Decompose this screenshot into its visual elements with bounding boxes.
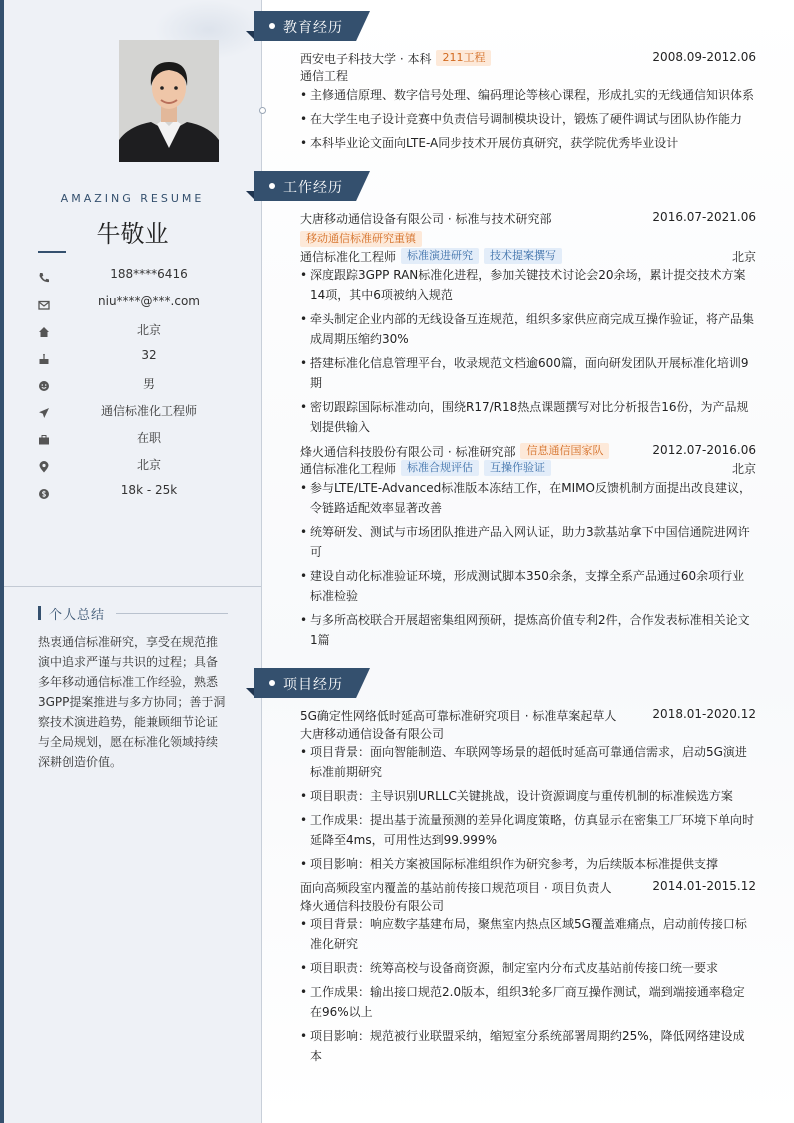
role-tag: 互操作验证: [484, 460, 551, 476]
project-name-row: [300, 879, 756, 897]
role-tag: 标准合规评估: [401, 460, 479, 476]
list-item: • 在大学生电子设计竞赛中负责信号调制模块设计，锻炼了硬件调试与团队协作能力: [300, 109, 756, 129]
info-location: [38, 455, 240, 475]
role-tag: 技术提案撰写: [484, 248, 562, 264]
salary-icon: [38, 485, 50, 497]
project-bullets: [300, 742, 756, 878]
education-school-row: [300, 50, 756, 68]
name-underline: [38, 251, 66, 253]
section-title: 项目经历: [283, 677, 343, 693]
company-tag: 信息通信国家队: [520, 443, 609, 459]
summary-heading: [38, 604, 228, 622]
home-value: 北京: [136, 323, 161, 337]
project-org-row: [300, 897, 756, 915]
company-name: 大唐移动通信设备有限公司 · 标准与技术研究部: [300, 212, 552, 226]
section-projects-header: [254, 668, 374, 698]
briefcase-icon: [38, 431, 50, 443]
list-item: • 牵头制定企业内部的无线设备互连规范，组织多家供应商完成互操作验证，将产品集成周期压缩约30%: [300, 309, 756, 349]
location-value: 北京: [136, 458, 161, 472]
face-icon: [38, 377, 50, 389]
job-role-row: [300, 460, 756, 478]
gender-value: 男: [142, 377, 155, 391]
job-city: 北京: [731, 250, 756, 264]
list-item: • 本科毕业论文面向LTE-A同步技术开展仿真研究，获学院优秀毕业设计: [300, 133, 756, 153]
location-pin-icon: [38, 458, 50, 470]
school-name: 西安电子科技大学 · 本科: [300, 52, 432, 66]
section-work-header: [254, 171, 374, 201]
list-item: • 项目背景：面向智能制造、车联网等场景的超低时延高可靠通信需求，启动5G演进标准前期研究: [300, 742, 756, 782]
project-name-row: [300, 707, 756, 725]
project-period: 2014.01-2015.12: [652, 879, 756, 893]
list-item: • 项目影响：相关方案被国际标准组织作为研究参考，为后续版本标准提供支撑: [300, 854, 756, 874]
section-title: 教育经历: [283, 20, 343, 36]
list-item: • 参与LTE/LTE-Advanced标准版本冻结工作，在MIMO反馈机制方面提出改良建议，令链路适配效率显著改善: [300, 478, 756, 518]
education-major-row: [300, 67, 756, 85]
age-value: 32: [141, 348, 157, 362]
info-gender: [38, 374, 240, 394]
list-item: • 项目背景：响应数字基建布局，聚焦室内热点区域5G覆盖难痛点，启动前传接口标准化研究: [300, 914, 756, 954]
job-period: 2012.07-2016.06: [652, 443, 756, 457]
project-name: 面向高频段室内覆盖的基站前传接口规范项目 · 项目负责人: [300, 881, 612, 895]
project-bullets: [300, 914, 756, 1070]
phone-icon: [38, 269, 50, 281]
info-phone: [38, 266, 240, 286]
school-tag: 211工程: [436, 50, 491, 66]
role-tag: 标准演进研究: [401, 248, 479, 264]
project-org: 烽火通信科技股份有限公司: [300, 899, 445, 913]
timeline-marker: [259, 107, 266, 114]
project-period: 2018.01-2020.12: [652, 707, 756, 721]
email-value: niu****@***.com: [98, 294, 200, 308]
info-email: [38, 293, 240, 313]
send-icon: [38, 404, 50, 416]
section-title: 工作经历: [283, 180, 343, 196]
sidebar: [4, 0, 262, 1123]
list-item: • 建设自动化标准验证环境，形成测试脚本350余条，支撑全系产品通过60余项行业标准检验: [300, 566, 756, 606]
summary-title-text: 个人总结: [49, 608, 106, 623]
job-role: 通信标准化工程师: [300, 250, 397, 264]
job-city: 北京: [731, 462, 756, 476]
education-period: 2008.09-2012.06: [652, 50, 756, 64]
list-item: • 项目影响：规范被行业联盟采纳，缩短室分系统部署周期约25%，降低网络建设成本: [300, 1026, 756, 1066]
profile-photo: [119, 40, 219, 162]
list-item: • 主修通信原理、数字信号处理、编码理论等核心课程，形成扎实的无线通信知识体系: [300, 85, 756, 105]
mail-icon: [38, 296, 50, 308]
section-education-header: [254, 11, 374, 41]
list-item: • 与多所高校联合开展超密集组网预研，提炼高价值专利2件，合作发表标准相关论文1篇: [300, 610, 756, 650]
project-name: 5G确定性网络低时延高可靠标准研究项目 · 标准草案起草人: [300, 709, 617, 723]
resume-tagline: AMAZING RESUME: [60, 192, 205, 205]
info-status: [38, 428, 240, 448]
list-item: • 深度跟踪3GPP RAN标准化进程，参加关键技术讨论会20余场，累计提交技术方案14项，其中6项被纳入规范: [300, 265, 756, 305]
job-role-row: [300, 248, 756, 266]
candidate-name: 牛敬业: [96, 220, 169, 248]
job-company-row: [300, 210, 756, 228]
sidebar-divider: [4, 586, 261, 587]
home-icon: [38, 323, 50, 335]
project-org: 大唐移动通信设备有限公司: [300, 727, 445, 741]
list-item: • 项目职责：主导识别URLLC关键挑战，设计资源调度与重传机制的标准候选方案: [300, 786, 756, 806]
company-name: 烽火通信科技股份有限公司 · 标准研究部: [300, 445, 516, 459]
list-item: • 项目职责：统筹高校与设备商资源，制定室内分布式皮基站前传接口统一要求: [300, 958, 756, 978]
job-company-row: [300, 443, 756, 461]
job-bullets: [300, 265, 756, 441]
job-role: 通信标准化工程师: [300, 462, 397, 476]
list-item: • 工作成果：输出接口规范2.0版本，组织3轮多厂商互操作测试，端到端接通率稳定在96%以上: [300, 982, 756, 1022]
info-position: [38, 401, 240, 421]
salary-value: 18k - 25k: [120, 483, 178, 497]
project-org-row: [300, 725, 756, 743]
info-salary: [38, 482, 240, 502]
job-company-tag-row: [300, 231, 756, 249]
info-age: [38, 347, 240, 367]
company-tag: 移动通信标准研究重镇: [300, 231, 422, 247]
list-item: • 工作成果：提出基于流量预测的差异化调度策略，仿真显示在密集工厂环境下单向时延降至4ms，可用性达到99.999%: [300, 810, 756, 850]
list-item: • 统筹研发、测试与市场团队推进产品入网认证，助力3款基站拿下中国信通院进网许可: [300, 522, 756, 562]
education-bullets: [300, 85, 756, 157]
summary-text: 热衷通信标准研究，享受在规范推演中追求严谨与共识的过程；具备多年移动通信标准工作经验，熟悉3GPP提案推进与多方协同；善于洞察技术演进趋势，能兼顾细节论证与全局规划，愿在标准化领域持续深耕创造价值。: [38, 635, 226, 769]
status-value: 在职: [136, 431, 161, 445]
list-item: • 密切跟踪国际标准动向，围绕R17/R18热点课题撰写对比分析报告16份，为产品规划提供输入: [300, 397, 756, 437]
cake-icon: [38, 350, 50, 362]
phone-value: 188****6416: [110, 267, 188, 281]
list-item: • 搭建标准化信息管理平台，收录规范文档逾600篇，面向研发团队开展标准化培训9期: [300, 353, 756, 393]
position-value: 通信标准化工程师: [100, 404, 197, 418]
job-period: 2016.07-2021.06: [652, 210, 756, 224]
job-bullets: [300, 478, 756, 654]
major: 通信工程: [300, 69, 349, 83]
info-home: [38, 320, 240, 340]
